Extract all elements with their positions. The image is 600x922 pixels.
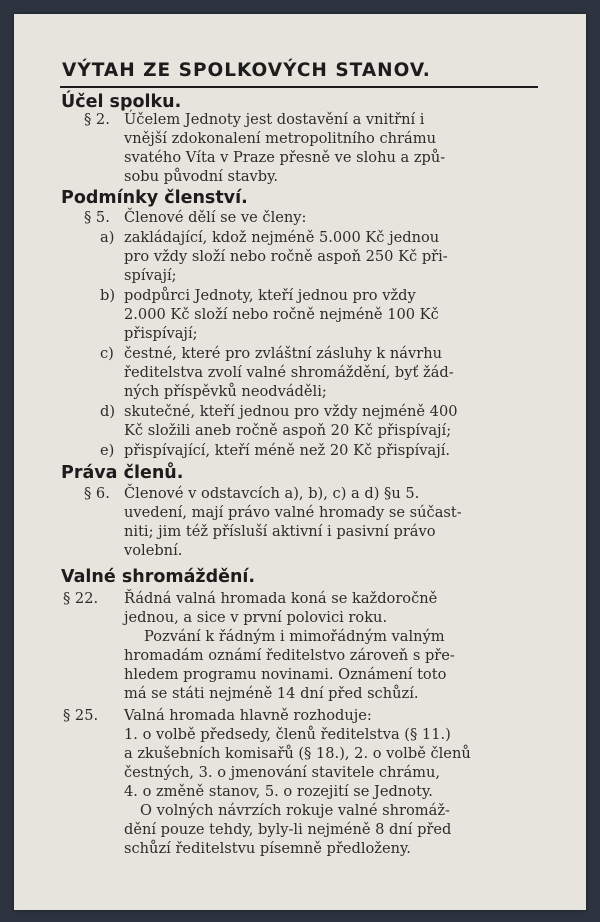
- text-line: přispívající, kteří méně než 20 Kč přispívají.: [124, 442, 451, 459]
- paragraph-number: § 5.: [84, 209, 110, 226]
- text-line: Pozvání k řádným i mimořádným valným: [144, 628, 445, 645]
- text-line: hromadám oznámí ředitelstvo zároveň s pře-: [124, 647, 455, 664]
- section-heading-purpose: Účel spolku.: [61, 92, 182, 112]
- document-card: [14, 14, 586, 910]
- list-item-label: b): [100, 287, 116, 304]
- text-line: 2.000 Kč složí nebo ročně nejméně 100 Kč: [124, 306, 439, 323]
- text-line: zakládající, kdož nejméně 5.000 Kč jednou: [124, 229, 440, 246]
- text-line: přispívají;: [124, 325, 198, 342]
- paragraph-number: § 6.: [84, 485, 110, 502]
- text-line: sobu původní stavby.: [124, 168, 279, 185]
- text-line: 4. o změně stanov, 5. o rozejití se Jednoty.: [124, 783, 433, 800]
- text-line: Účelem Jednoty jest dostavění a vnitřní i: [124, 111, 425, 128]
- text-line: Valná hromada hlavně rozhoduje:: [124, 707, 372, 724]
- section-heading-general-meeting: Valné shromáždění.: [61, 567, 256, 587]
- text-line: Členové dělí se ve členy:: [124, 209, 307, 226]
- text-line: schůzí ředitelstvu písemně předloženy.: [124, 840, 411, 857]
- paragraph-number: § 25.: [63, 707, 99, 724]
- section-heading-membership: Podmínky členství.: [61, 188, 248, 208]
- list-item-label: e): [100, 442, 115, 459]
- text-line: 1. o volbě předsedy, členů ředitelstva (§ 11.): [124, 726, 451, 743]
- list-item-label: d): [100, 403, 116, 420]
- text-line: pro vždy složí nebo ročně aspoň 250 Kč při-: [124, 248, 448, 265]
- text-line: má se státi nejméně 14 dní před schůzí.: [124, 685, 419, 702]
- list-item-label: c): [100, 345, 114, 362]
- text-line: spívají;: [124, 267, 177, 284]
- text-line: Řádná valná hromada koná se každoročně: [124, 590, 438, 607]
- text-line: dění pouze tehdy, byly-li nejméně 8 dní před: [124, 821, 452, 838]
- document-title: VÝTAH ZE SPOLKOVÝCH STANOV.: [62, 60, 431, 81]
- text-line: skutečné, kteří jednou pro vždy nejméně 400: [124, 403, 458, 420]
- text-line: uvedení, mají právo valné hromady se súčast-: [124, 504, 462, 521]
- text-line: svatého Víta v Praze přesně ve slohu a způ-: [124, 149, 446, 166]
- text-line: jednou, a sice v první polovici roku.: [124, 609, 388, 626]
- text-line: ředitelstva zvolí valné shromáždění, byť žád-: [124, 364, 454, 381]
- text-line: O volných návrzích rokuje valné shromáž-: [140, 802, 450, 819]
- section-heading-rights: Práva členů.: [61, 463, 184, 483]
- text-line: ných příspěvků neodváděli;: [124, 383, 327, 400]
- text-line: čestné, které pro zvláštní zásluhy k návrhu: [124, 345, 443, 362]
- paragraph-number: § 2.: [84, 111, 110, 128]
- text-line: hledem programu novinami. Oznámení toto: [124, 666, 447, 683]
- text-line: a zkušebních komisařů (§ 18.), 2. o volbě členů: [124, 745, 471, 762]
- list-item-label: a): [100, 229, 115, 246]
- text-line: Členové v odstavcích a), b), c) a d) §u 5.: [124, 485, 420, 502]
- text-line: niti; jim též přísluší aktivní i pasivní právo: [124, 523, 436, 540]
- text-line: volební.: [124, 542, 183, 559]
- paragraph-number: § 22.: [63, 590, 99, 607]
- text-line: čestných, 3. o jmenování stavitele chrámu,: [124, 764, 441, 781]
- text-line: Kč složili aneb ročně aspoň 20 Kč přispívají;: [124, 422, 452, 439]
- text-line: vnější zdokonalení metropolitního chrámu: [124, 130, 436, 147]
- title-underline: [60, 86, 538, 88]
- text-line: podpůrci Jednoty, kteří jednou pro vždy: [124, 287, 416, 304]
